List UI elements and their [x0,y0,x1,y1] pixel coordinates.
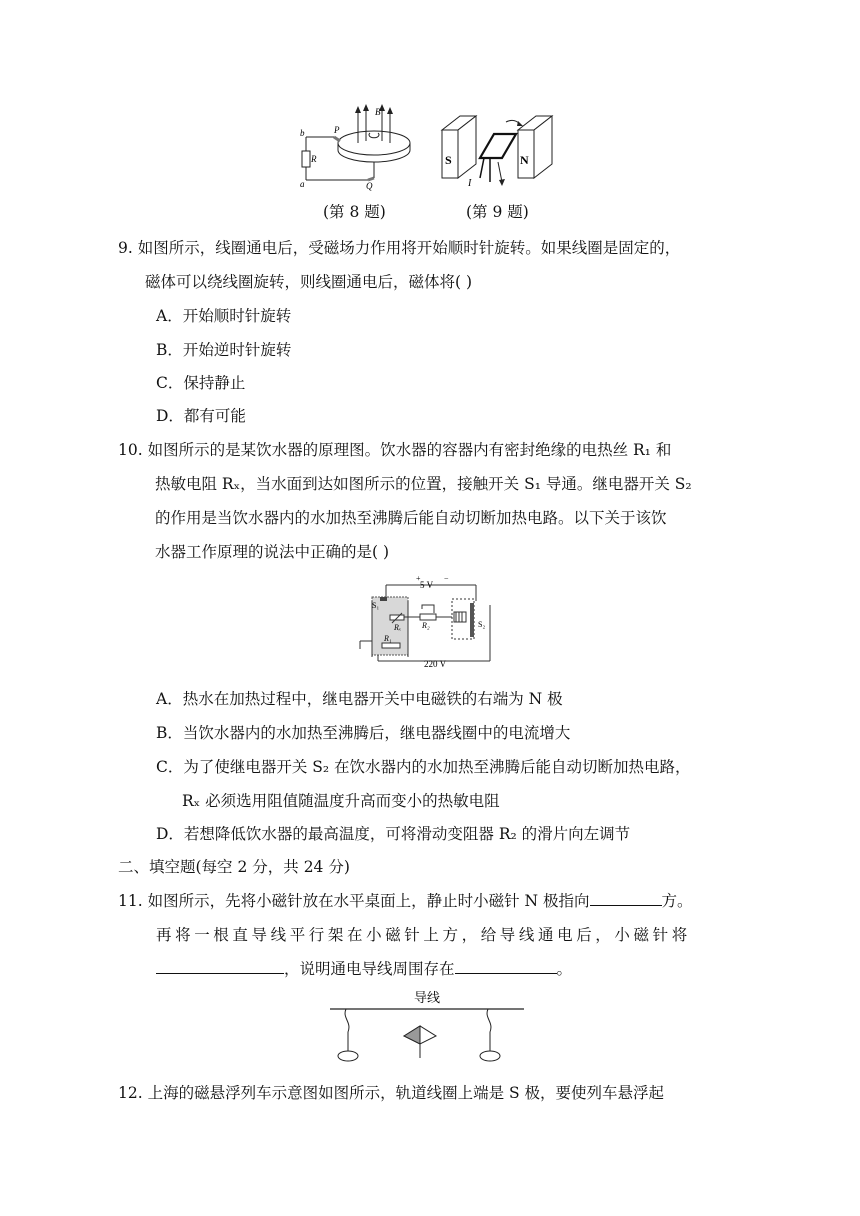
figure-9-caption: (第 9 题) [466,203,529,221]
q10-stem-line2: 热敏电阻 Rₓ，当水面到达如图所示的位置，接触开关 S₁ 导通。继电器开关 S₂ [155,475,692,493]
label-N: N [520,153,529,167]
figure-8-caption: (第 8 题) [323,203,386,221]
q11-blank-1[interactable] [590,890,662,906]
figure-11 [328,988,528,1066]
section-title-fill-in: 二、填空题(每空 2 分，共 24 分) [118,858,350,876]
q11-stem-line1 [118,889,693,911]
label-rx: Rₓ [394,623,402,632]
q10-stem-line4: 水器工作原理的说法中正确的是( ) [155,543,390,561]
figure-8-diagram [296,103,416,193]
label-b: b [300,128,305,138]
q11-line3-text: ，说明通电导线周围存在 [284,960,455,978]
label-S: S [445,153,452,167]
q11-stem-line2: 再将一根直导线平行架在小磁针上方，给导线通电后，小磁针将 [156,926,691,944]
q10-option-b: B．当饮水器内的水加热至沸腾后，继电器线圈中的电流增大 [156,724,571,742]
q11-line1-text: 11. 如图所示，先将小磁针放在水平桌面上，静止时小磁针 N 极指向 [118,892,590,910]
q11-stem-line3 [156,957,572,979]
label-a: a [300,179,305,189]
label-P: P [334,125,340,135]
label-r2: R₂ [422,621,430,630]
figure-9-diagram [440,112,556,190]
label-wire: 导线 [414,991,441,1006]
q9-stem-line1: 9. 如图所示，线圈通电后，受磁场力作用将开始顺时针旋转。如果线圈是固定的， [118,239,681,257]
label-s2: S₂ [478,620,486,629]
q9-option-b: B．开始逆时针旋转 [156,341,292,359]
label-I: I [468,178,472,189]
figure-9 [440,112,556,190]
figure-10-circuit [356,575,496,671]
q11-line3-end: 。 [556,960,573,978]
label-R: R [311,154,317,164]
label-B: B [375,107,381,117]
q10-option-a: A．热水在加热过程中，继电器开关中电磁铁的右端为 N 极 [156,690,563,708]
label-Q: Q [366,181,373,191]
q9-option-a: A．开始顺时针旋转 [156,307,292,325]
q10-option-d: D．若想降低饮水器的最高温度，可将滑动变阻器 R₂ 的滑片向左调节 [156,825,631,843]
q10-stem-line1: 10. 如图所示的是某饮水器的原理图。饮水器的容器内有密封绝缘的电热丝 R₁ 和 [118,441,672,459]
label-minus: − [444,575,449,583]
figure-11-diagram [328,988,528,1066]
q9-stem-line2: 磁体可以绕线圈旋转，则线圈通电后，磁体将( ) [145,273,473,291]
q10-option-c-line1: C．为了使继电器开关 S₂ 在饮水器内的水加热至沸腾后能自动切断加热电路， [156,758,691,776]
q11-blank-2[interactable] [156,958,284,974]
label-r1: R₁ [384,634,392,643]
q9-option-d: D．都有可能 [156,407,246,425]
q12-stem-line1: 12. 上海的磁悬浮列车示意图如图所示，轨道线圈上端是 S 极，要使列车悬浮起 [118,1084,665,1102]
label-plus: + [416,575,421,583]
label-220v: 220 V [424,659,447,669]
q10-stem-line3: 的作用是当饮水器内的水加热至沸腾后能自动切断加热电路。以下关于该饮 [155,509,667,527]
label-5v: 5 V [420,580,434,590]
figure-10 [356,575,496,671]
q9-option-c: C．保持静止 [156,374,246,392]
figure-8 [296,103,416,193]
q10-option-c-line2: Rₓ 必须选用阻值随温度升高而变小的热敏电阻 [182,792,500,810]
q11-line1-end: 方。 [661,892,693,910]
label-s1: S₁ [372,601,380,610]
q11-blank-3[interactable] [455,958,557,974]
